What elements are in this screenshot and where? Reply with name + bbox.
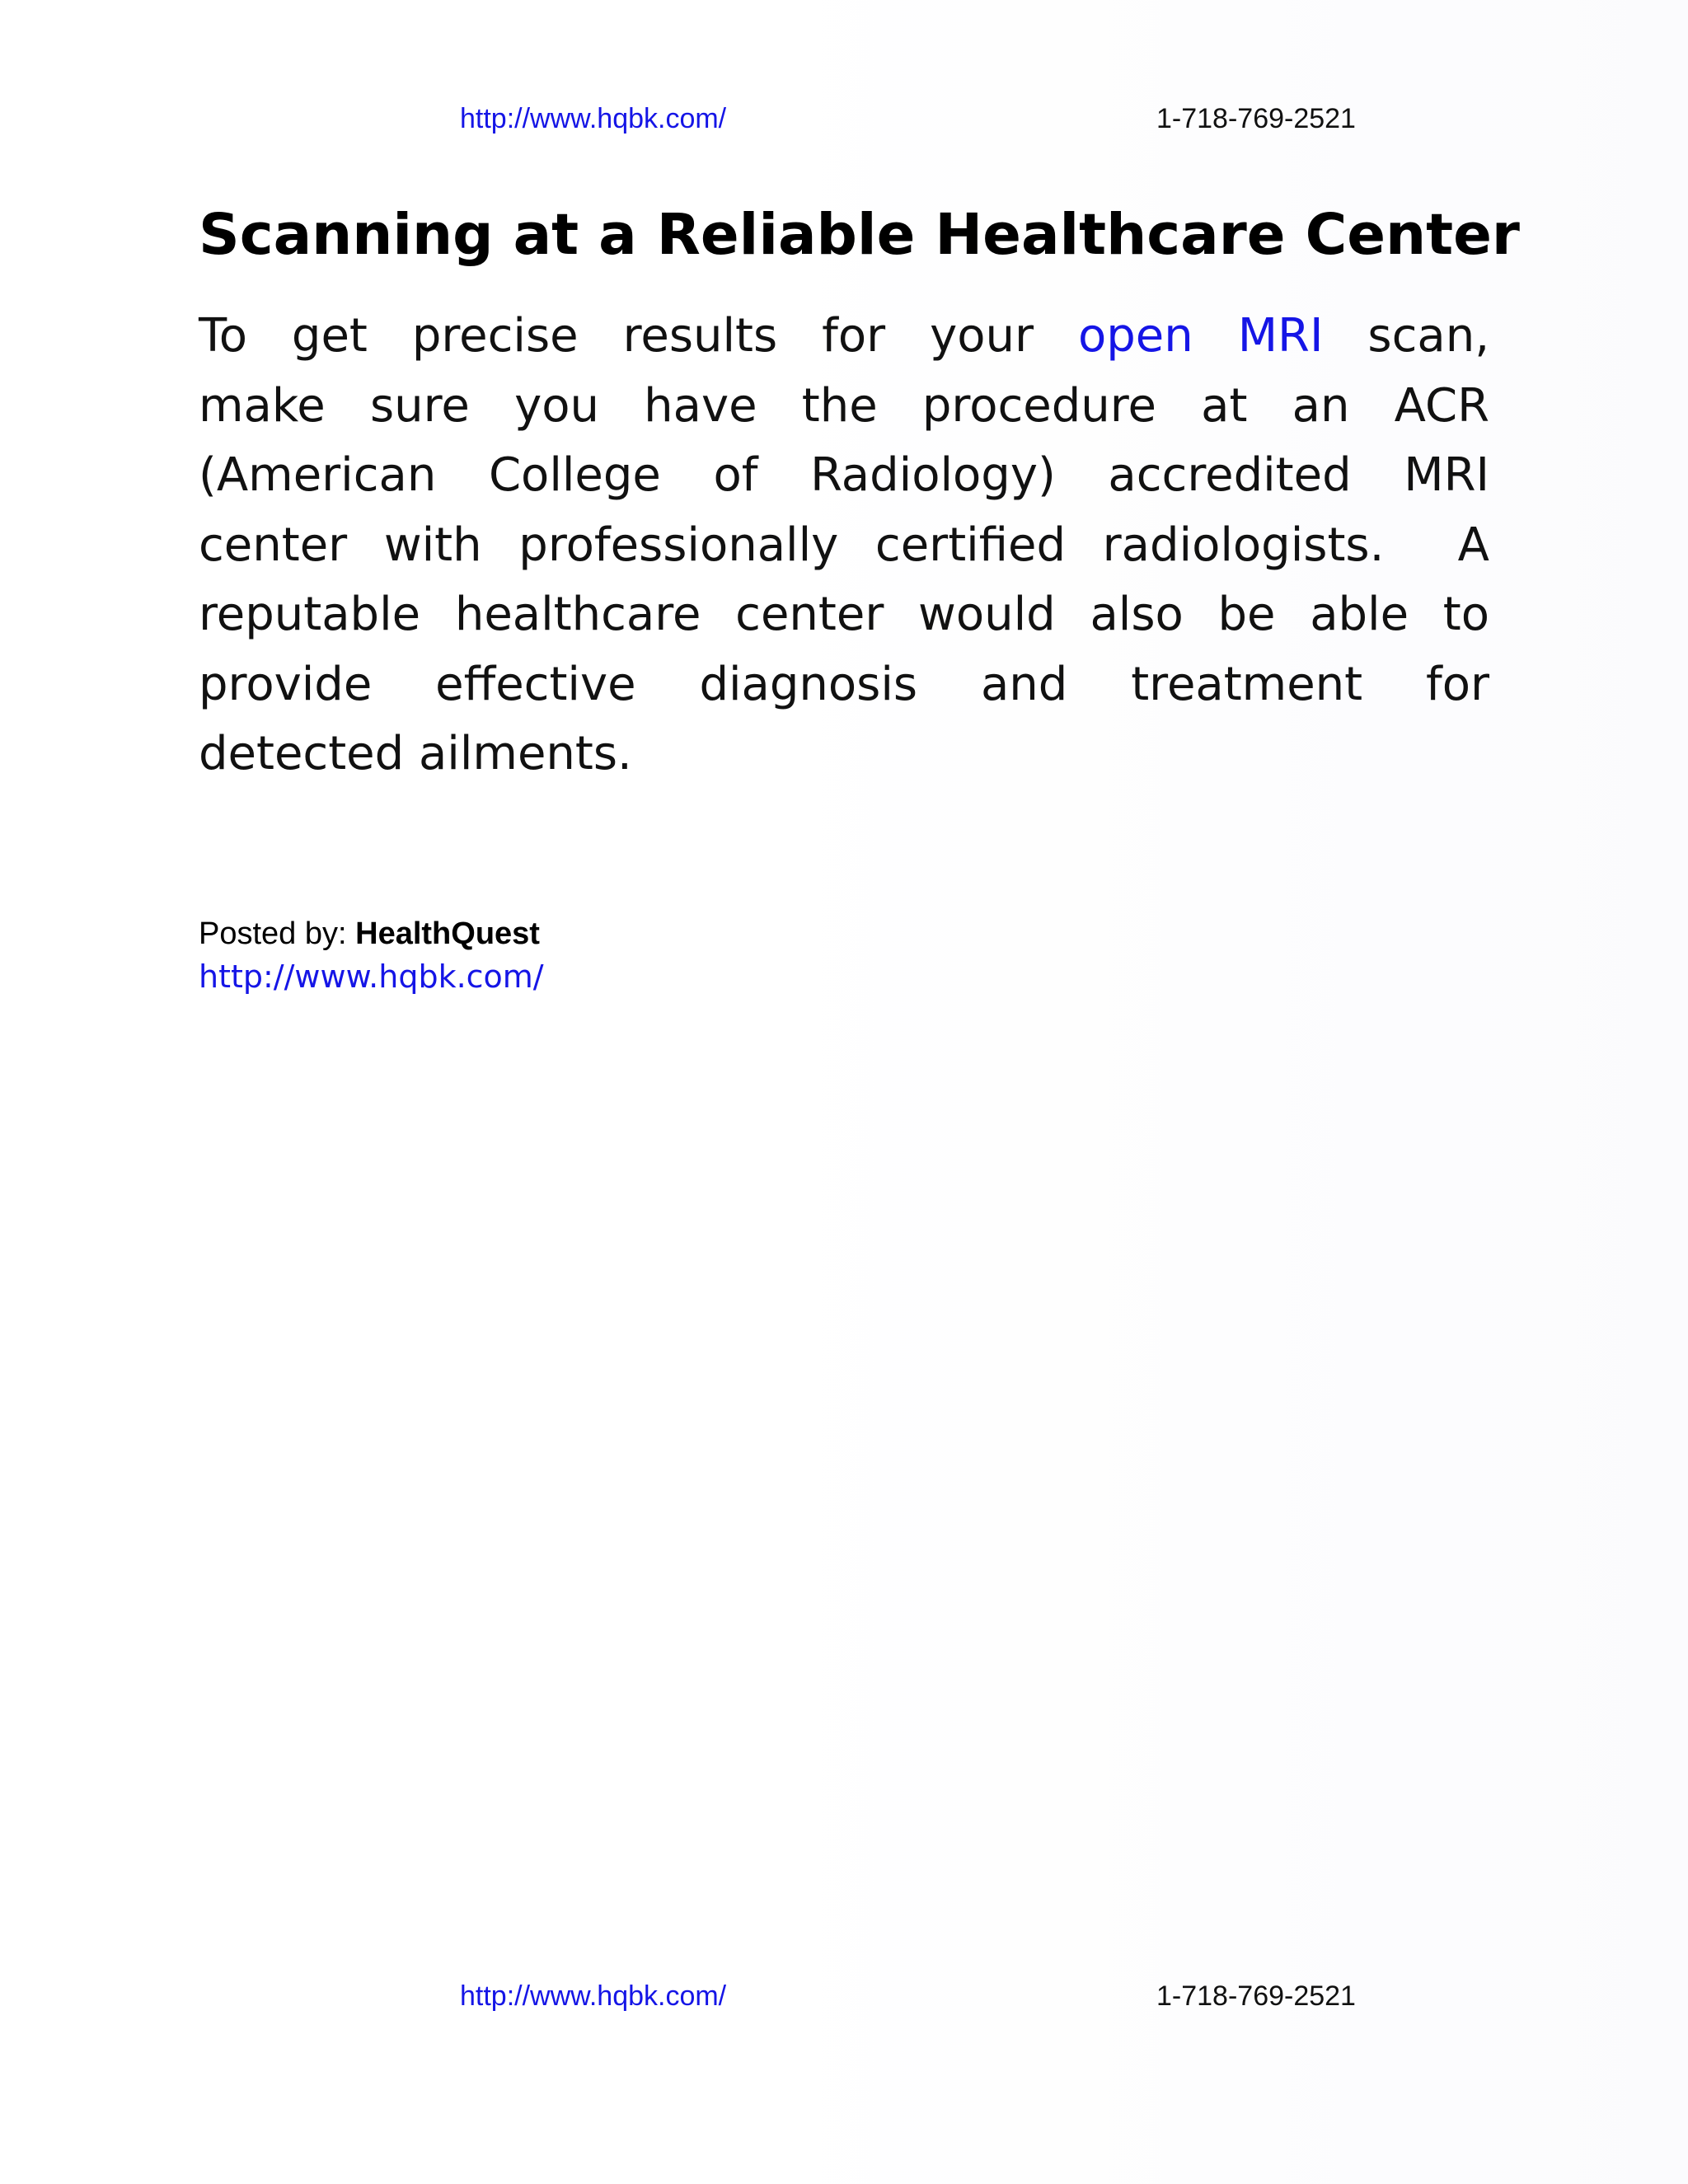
paragraph-line-5: reputable healthcare center would also be able to xyxy=(199,588,1489,641)
article-title: Scanning at a Reliable Healthcare Center xyxy=(199,202,1520,268)
author-website-link[interactable]: http://www.hqbk.com/ xyxy=(199,958,544,995)
paragraph-line-6: provide effective diagnosis and treatment for xyxy=(199,657,1489,711)
paragraph-line-3: (American College of Radiology) accredited MRI xyxy=(199,448,1489,502)
paragraph-line-2: make sure you have the procedure at an ACR xyxy=(199,378,1489,433)
page-header xyxy=(0,98,1688,139)
paragraph-line-4: center with professionally certified radiologists. A xyxy=(199,518,1489,572)
paragraph-text: scan, xyxy=(1323,309,1490,363)
footer-website-link[interactable]: http://www.hqbk.com/ xyxy=(460,1980,727,2012)
page-footer xyxy=(0,1975,1688,2017)
posted-by-line xyxy=(199,913,540,954)
author-name: HealthQuest xyxy=(355,916,540,951)
footer-phone-number: 1-718-769-2521 xyxy=(1156,1980,1356,2012)
article-paragraph xyxy=(199,302,1489,790)
open-mri-link[interactable]: open MRI xyxy=(1078,309,1324,363)
paragraph-text: To get precise results for your xyxy=(199,309,1078,363)
posted-by-label: Posted by: xyxy=(199,916,356,951)
paragraph-line-7: detected ailments. xyxy=(199,727,632,780)
header-website-link[interactable]: http://www.hqbk.com/ xyxy=(460,103,727,134)
paragraph-line-1 xyxy=(199,302,1489,372)
header-phone-number: 1-718-769-2521 xyxy=(1156,103,1356,134)
